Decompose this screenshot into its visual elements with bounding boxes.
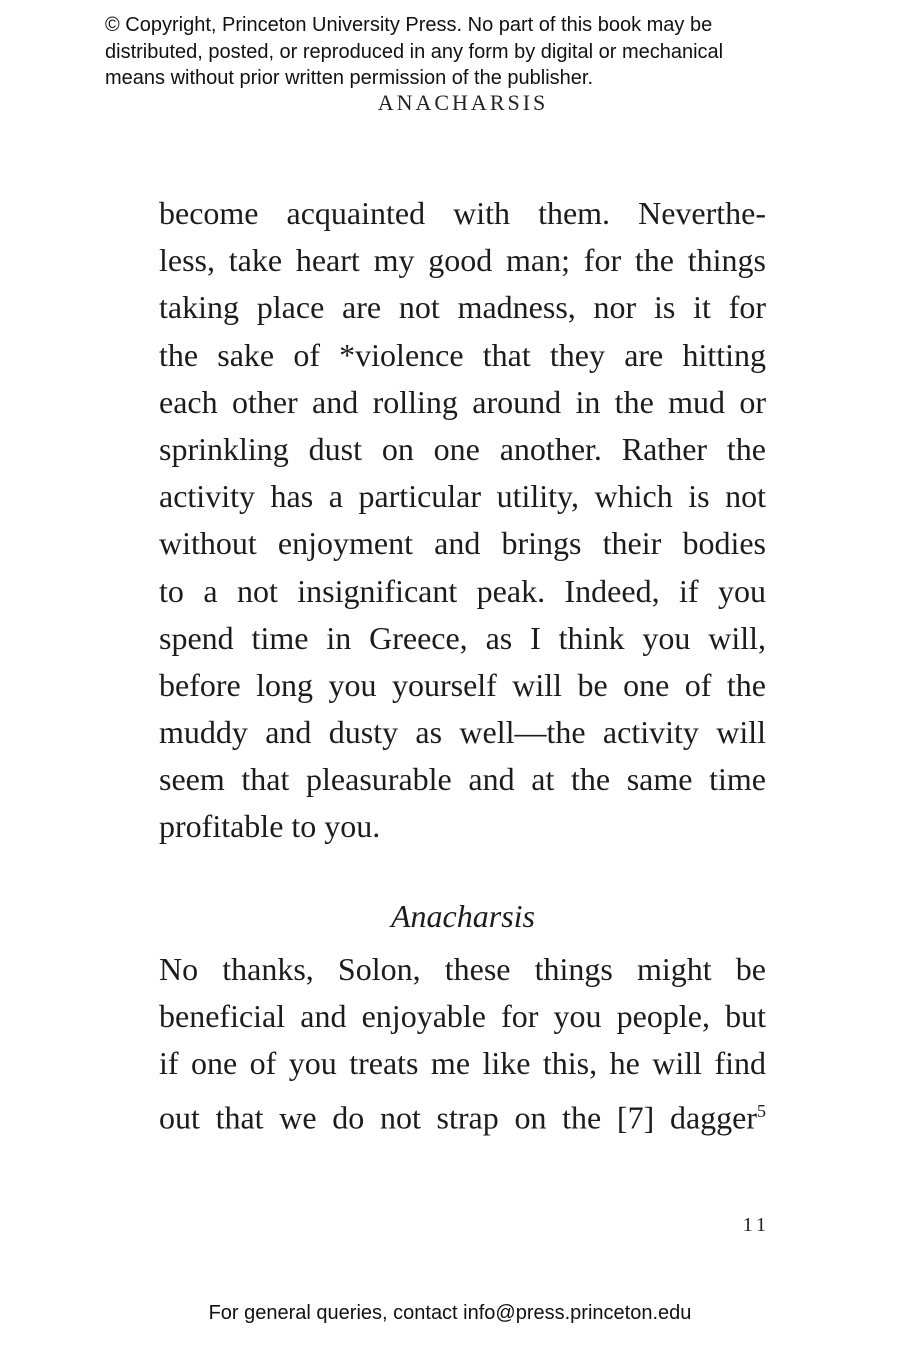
copyright-line: distributed, posted, or reproduced in any form by digital or mechanical <box>105 40 724 63</box>
text-line: before long you yourself will be one of the <box>159 666 766 703</box>
text-line: taking place are not madness, nor is it for <box>159 289 766 326</box>
text-line: beneficial and enjoyable for you people, but <box>159 998 766 1035</box>
text-line: activity has a particular utility, which is not <box>159 478 766 515</box>
text-line: become acquainted with them. Neverthe- <box>159 195 766 231</box>
text-line: sprinkling dust on one another. Rather the <box>159 430 766 467</box>
text-line: profitable to you. <box>159 808 381 845</box>
text-line: the sake of *violence that they are hitting <box>159 336 766 373</box>
running-head: ANACHARSIS <box>377 90 549 115</box>
text-line: each other and rolling around in the mud or <box>159 383 766 420</box>
footnote-marker: 5 <box>757 1100 766 1121</box>
text-line: spend time in Greece, as I think you will, <box>159 619 766 656</box>
reply-text <box>159 946 779 1135</box>
speaker-name: Anacharsis <box>391 898 535 934</box>
copyright-notice <box>105 12 805 92</box>
text-line: to a not insignificant peak. Indeed, if you <box>159 572 766 609</box>
text-line: without enjoyment and brings their bodies <box>159 525 766 562</box>
text-line: No thanks, Solon, these things might be <box>159 951 766 987</box>
last-line-text: out that we do not strap on the [7] dagger <box>159 1099 757 1136</box>
text-line: if one of you treats me like this, he will find <box>159 1045 766 1082</box>
text-line: seem that pleasurable and at the same time <box>159 761 766 798</box>
footer-contact: For general queries, contact info@press.princeton.edu <box>208 1302 692 1324</box>
text-line <box>159 1088 766 1135</box>
page-number: 11 <box>742 1214 770 1236</box>
text-line: muddy and dusty as well—the activity will <box>159 714 766 751</box>
passage-text <box>159 190 779 851</box>
copyright-line: means without prior written permission of the publisher. <box>105 67 594 89</box>
text-line: less, take heart my good man; for the things <box>159 242 766 279</box>
copyright-line: © Copyright, Princeton University Press. No part of this book may be <box>105 14 713 36</box>
